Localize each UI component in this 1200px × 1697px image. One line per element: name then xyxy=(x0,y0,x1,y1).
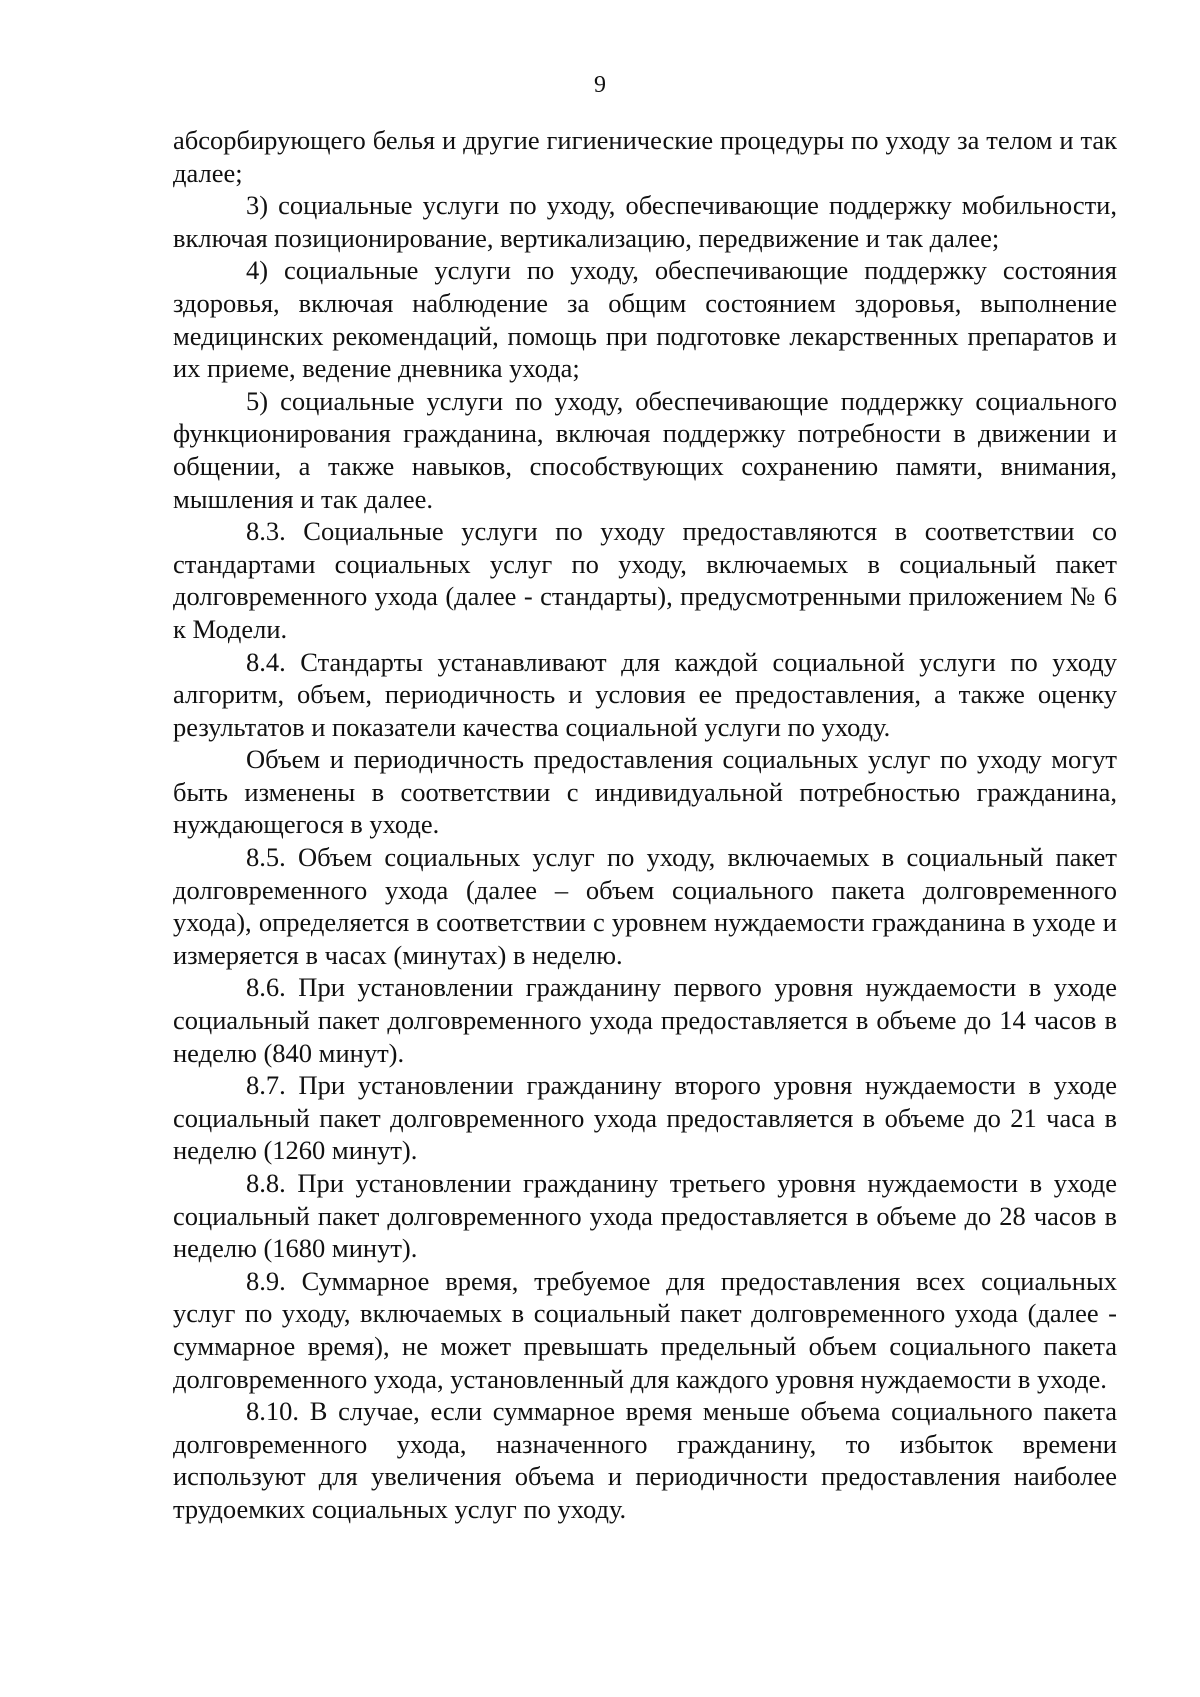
paragraph: 8.5. Объем социальных услуг по уходу, включаемых в социальный пакет долговременного ухода (далее – объем социального пакета долговременного ухода), определяется в соответствии с уровнем нуждаемости гражданина в уходе и измеряется в часах (минутах) в неделю. xyxy=(173,842,1117,970)
paragraph: 8.8. При установлении гражданину третьего уровня нуждаемости в уходе социальный пакет долговременного ухода предоставляется в объеме до 28 часов в неделю (1680 минут). xyxy=(173,1168,1117,1264)
paragraph: 8.6. При установлении гражданину первого уровня нуждаемости в уходе социальный пакет долговременного ухода предоставляется в объеме до 14 часов в неделю (840 минут). xyxy=(173,972,1117,1068)
paragraph: 8.9. Суммарное время, требуемое для предоставления всех социальных услуг по уходу, включаемых в социальный пакет долговременного ухода (далее - суммарное время), не может превышать предельный объем социального пакета долговременного ухода, установленный для каждого уровня нуждаемости в уходе. xyxy=(173,1265,1117,1394)
page-number: 9 xyxy=(594,72,606,98)
paragraph: 8.10. В случае, если суммарное время меньше объема социального пакета долговременного ухода, назначенного гражданину, то избыток времени используют для увеличения объема и периодичности предоставления наиболее трудоемких социальных услуг по уходу. xyxy=(173,1396,1117,1524)
paragraph: 8.7. При установлении гражданину второго уровня нуждаемости в уходе социальный пакет долговременного ухода предоставляется в объеме до 21 часа в неделю (1260 минут). xyxy=(173,1070,1117,1166)
paragraph: 4) социальные услуги по уходу, обеспечивающие поддержку состояния здоровья, включая наблюдение за общим состоянием здоровья, выполнение медицинских рекомендаций, помощь при подготовке лекарственных препаратов и их приеме, ведение дневника ухода; xyxy=(173,255,1117,384)
paragraph: 8.3. Социальные услуги по уходу предоставляются в соответствии со стандартами социальных услуг по уходу, включаемых в социальный пакет долговременного ухода (далее - стандарты), предусмотренными приложением № 6 к Модели. xyxy=(173,516,1117,644)
paragraph: абсорбирующего белья и другие гигиенические процедуры по уходу за телом и так далее; xyxy=(173,125,1117,188)
paragraph: Объем и периодичность предоставления социальных услуг по уходу могут быть изменены в соответствии с индивидуальной потребностью гражданина, нуждающегося в уходе. xyxy=(173,744,1117,840)
paragraph: 3) социальные услуги по уходу, обеспечивающие поддержку мобильности, включая позиционирование, вертикализацию, передвижение и так далее; xyxy=(173,190,1117,253)
paragraph: 8.4. Стандарты устанавливают для каждой социальной услуги по уходу алгоритм, объем, периодичность и условия ее предоставления, а также оценку результатов и показатели качества социальной услуги по уходу. xyxy=(173,646,1117,742)
document-body xyxy=(173,124,1117,1526)
paragraph: 5) социальные услуги по уходу, обеспечивающие поддержку социального функционирования гражданина, включая поддержку потребности в движении и общении, а также навыков, способствующих сохранению памяти, внимания, мышления и так далее. xyxy=(173,385,1117,514)
